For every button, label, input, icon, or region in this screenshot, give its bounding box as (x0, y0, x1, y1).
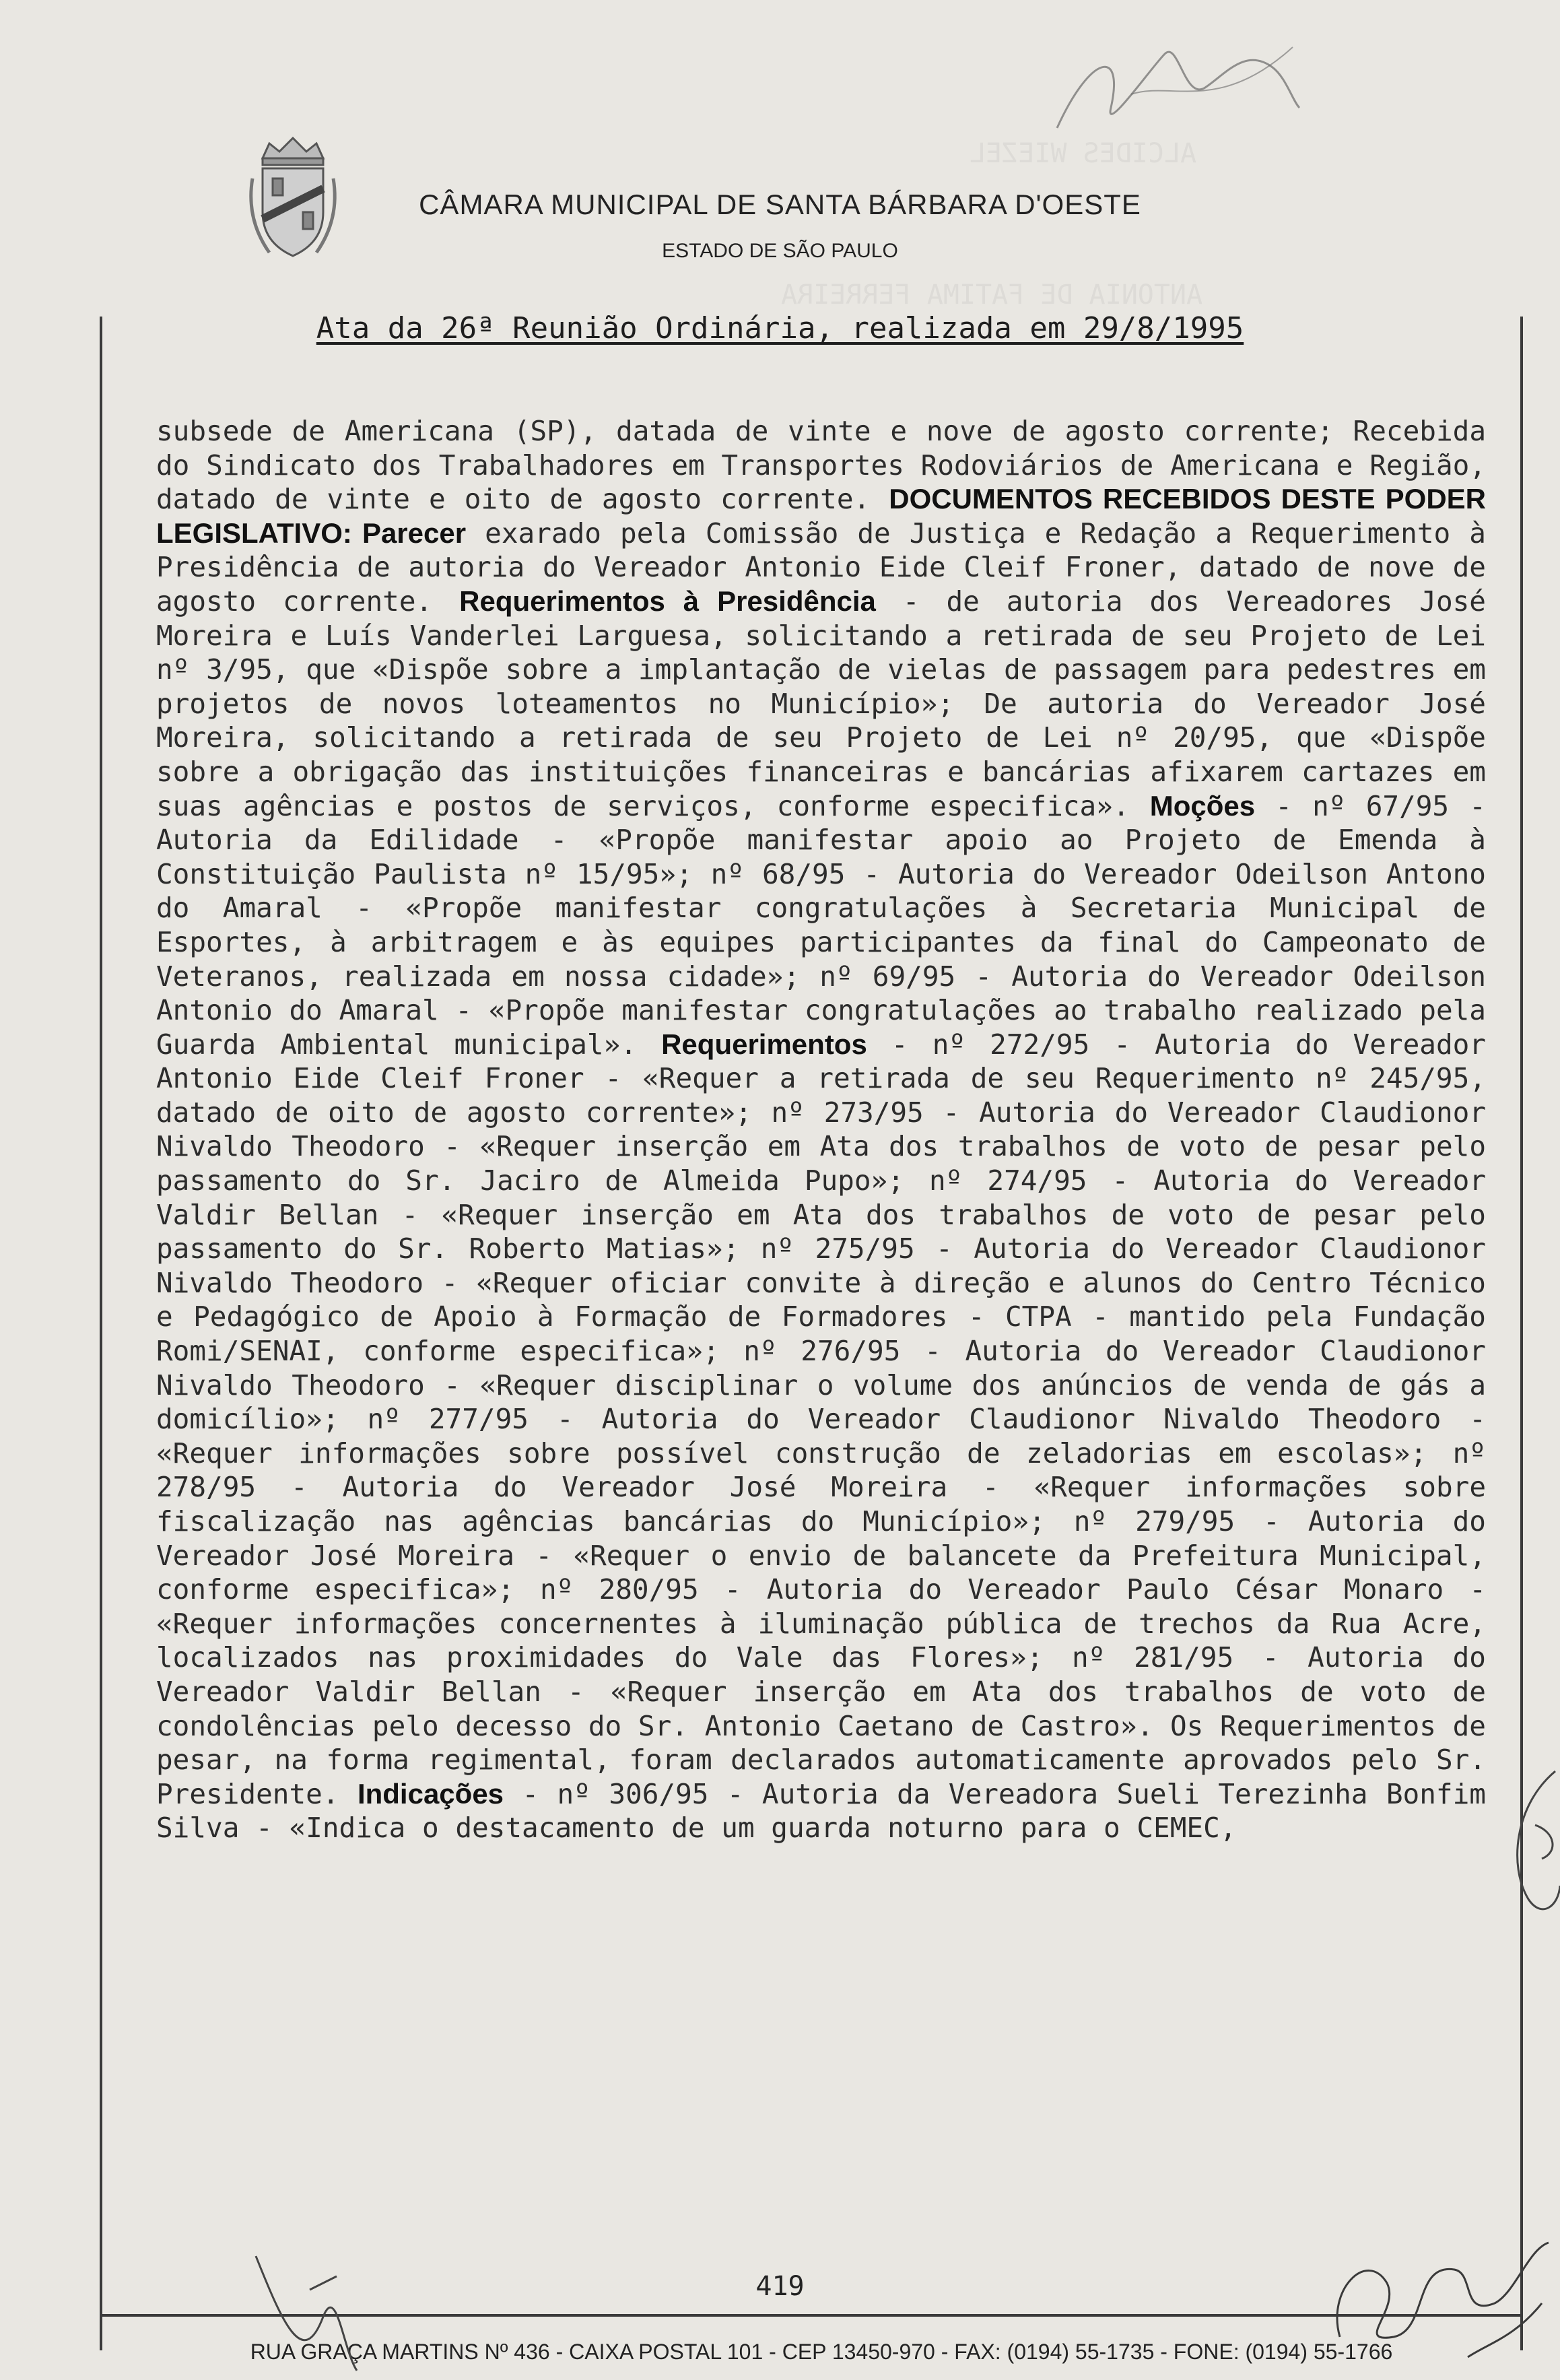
bleed-through: ALCIDES WIEZEL (970, 138, 1197, 169)
body-run: - de autoria dos Vereadores José Moreira e Luís Vanderlei Larguesa, solicitando a retirada de seu Projeto de Lei nº 3/95, que «Dispõe sobre a implantação de vielas de passagem para pedestres em projetos de novos loteamentos no Município»; De autoria do Vereador José Moreira, solicitando a retirada de seu Projeto de Lei nº 20/95, que «Dispõe sobre a obrigação das instituições financeiras e bancárias afixarem cartazes em suas agências e postos de serviços, conforme especifica». (156, 585, 1486, 822)
right-margin-line (1520, 317, 1523, 2350)
body-run: subsede de Americana (SP), datada de vinte e nove de agosto corrente; Recebida do Sindicato dos Trabalhadores em Transportes Rodoviários de Americana e Região, datado de vinte e oito de agosto corrente. (156, 415, 1486, 516)
left-margin-line (100, 317, 102, 2350)
page-number: 419 (755, 2271, 805, 2302)
body-run: - nº 272/95 - Autoria do Vereador Antonio Eide Cleif Froner - «Requer a retirada de seu Requerimento nº 245/95, datado de oito de agosto corrente»; nº 273/95 - Autoria do Vereador Claudionor Nivaldo Theodoro - «Requer inserção em Ata dos trabalhos de voto de pesar pelo passamento do Sr. Jaciro de Almeida Pupo»; nº 274/95 - Autoria do Vereador Valdir Bellan - «Requer inserção em Ata dos trabalhos de voto de pesar pelo passamento do Sr. Roberto Matias»; nº 275/95 - Autoria do Vereador Claudionor Nivaldo Theodoro - «Requer oficiar convite à direção e alunos do Centro Técnico e Pedagógico de Apoio à Formação de Formadores - CTPA - mantido pela Fundação Romi/SENAI, conforme especifica»; nº 276/95 - Autoria do Vereador Claudionor Nivaldo Theodoro - «Requer disciplinar o volume dos anúncios de venda de gás a domicílio»; nº 277/95 - Autoria do Vereador Claudionor Nivaldo Theodoro - «Requer informações sobre possível construção de zeladorias em escolas»; nº 278/95 - Autoria do Vereador José Moreira - «Requer informações sobre fiscalização nas agências bancárias do Município»; nº 279/95 - Autoria do Vereador José Moreira - «Requer o envio de balancete da Prefeitura Municipal, conforme especifica»; nº 280/95 - Autoria do Vereador Paulo César Monaro - «Requer informações concernentes à iluminação pública de trechos da Rua Acre, localizados nas proximidades do Vale das Flores»; nº 281/95 - Autoria do Vereador Valdir Bellan - «Requer inserção em Ata dos trabalhos de voto de condolências pelo decesso do Sr. Antonio Caetano de Castro». Os Requerimentos de pesar, na forma regimental, foram declarados automaticamente aprovados pelo Sr. Presidente. (156, 1028, 1486, 1810)
institution-name: CÂMARA MUNICIPAL DE SANTA BÁRBARA D'OESTE (419, 189, 1141, 220)
footer-rule (100, 2314, 1523, 2317)
section-heading: Moções (1149, 789, 1256, 822)
body-run: - nº 67/95 - Autoria da Edilidade - «Propõe manifestar apoio ao Projeto de Emenda à Constituição Paulista nº 15/95»; nº 68/95 - Autoria do Vereador Odeilson Antono do Amaral - «Propõe manifestar congratulações à Secretaria Municipal de Esportes, à arbitragem e às equipes participantes da final do Campeonato de Veteranos, realizada em nossa cidade»; nº 69/95 - Autoria do Vereador Odeilson Antonio do Amaral - «Propõe manifestar congratulações ao trabalho realizado pela Guarda Ambiental municipal». (156, 789, 1486, 1061)
state-name: ESTADO DE SÃO PAULO (662, 240, 898, 262)
footer-address: RUA GRAÇA MARTINS Nº 436 - CAIXA POSTAL 101 - CEP 13450-970 - FAX: (0194) 55-1735 - FONE: (0194) 55-1766 (250, 2340, 1393, 2364)
signature-right-edge (1501, 1764, 1560, 1940)
document-title: Ata da 26ª Reunião Ordinária, realizada em 29/8/1995 (316, 311, 1244, 345)
minutes-body (156, 414, 1486, 1845)
bleed-through: ANTONIA DE FATIMA FERREIRA (781, 279, 1203, 310)
body-run: - nº 306/95 - Autoria da Vereadora Sueli Terezinha Bonfim Silva - «Indica o destacamento de um guarda noturno para o CEMEC, (156, 1777, 1486, 1845)
section-heading: Requerimentos à Presidência (459, 585, 876, 617)
section-heading: DOCUMENTOS RECEBIDOS DESTE PODER LEGISLATIVO: Parecer (156, 483, 1486, 549)
section-heading: Requerimentos (661, 1028, 867, 1060)
body-run: exarado pela Comissão de Justiça e Redação a Requerimento à Presidência de autoria do Vereador Antonio Eide Cleif Froner, datado de nove de agosto corrente. (156, 517, 1486, 618)
section-heading: Indicações (357, 1777, 504, 1810)
